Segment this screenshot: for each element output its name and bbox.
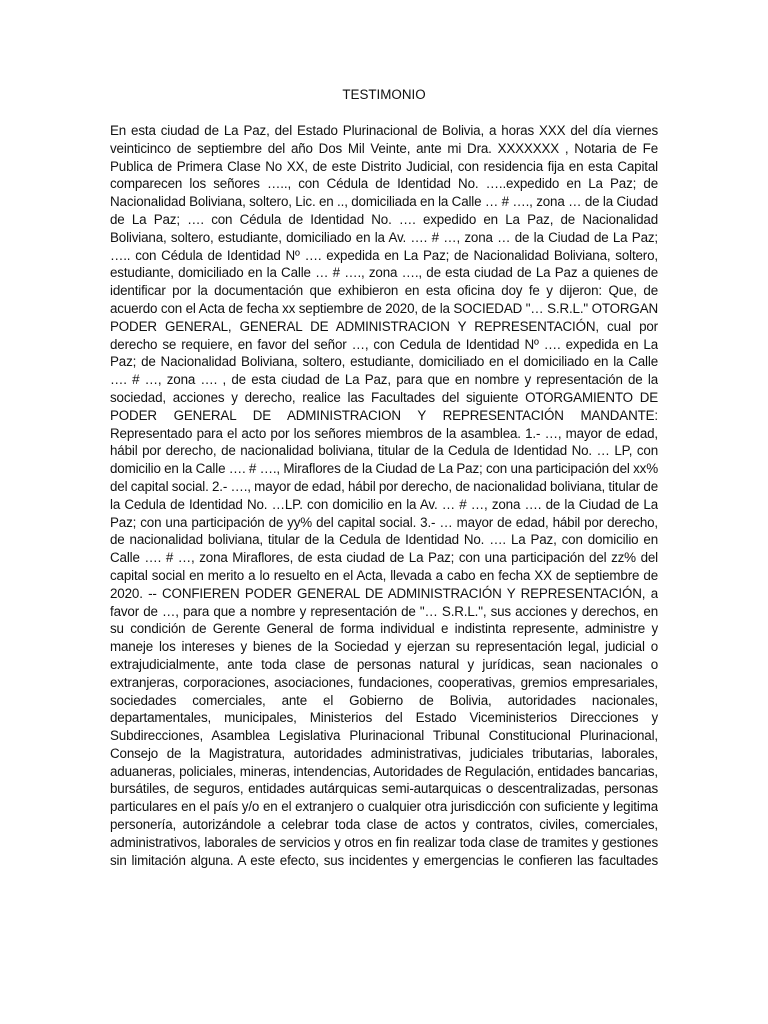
document-title: TESTIMONIO xyxy=(342,87,426,102)
document-page xyxy=(110,0,658,1024)
document-body: En esta ciudad de La Paz, del Estado Plurinacional de Bolivia, a horas XXX del día viernes veinticinco de septiembre del año Dos Mil Veinte, ante mi Dra. XXXXXXX , Notaria de Fe Publica de Primera Clase No XX, de este Distrito Judicial, con residencia fija en esta Capital comparecen los señores ….., con Cédula de Identidad No. …..expedido en La Paz; de Nacionalidad Boliviana, soltero, Lic. en .., domiciliada en la Calle … # …., zona … de la Ciudad de La Paz; …. con Cédula de Identidad No. …. expedido en La Paz, de Nacionalidad Boliviana, soltero, estudiante, domiciliado en la Av. …. # …, zona … de la Ciudad de La Paz; ….. con Cédula de Identidad Nº …. expedida en La Paz; de Nacionalidad Boliviana, soltero, estudiante, domiciliado en la Calle … # …., zona …., de esta ciudad de La Paz a quienes de identificar por la documentación que exhibieron en esta oficina doy fe y dijeron: Que, de acuerdo con el Acta de fecha xx septiembre de 2020, de la SOCIEDAD "… S.R.L." OTORGAN PODER GENERAL, GENERAL DE ADMINISTRACION Y REPRESENTACIÓN, cual por derecho se requiere, en favor del señor …, con Cedula de Identidad Nº …. expedida en La Paz; de Nacionalidad Boliviana, soltero, estudiante, domiciliado en el domiciliado en la Calle …. # …, zona …. , de esta ciudad de La Paz, para que en nombre y representación de la sociedad, acciones y derecho, realice las Facultades del siguiente OTORGAMIENTO DE PODER GENERAL DE ADMINISTRACION Y REPRESENTACIÓN MANDANTE: Representado para el acto por los señores miembros de la asamblea. 1.- …, mayor de edad, hábil por derecho, de nacionalidad boliviana, titular de la Cedula de Identidad No. … LP, con domicilio en la Calle …. # …., Miraflores de la Ciudad de La Paz; con una participación del xx% del capital social. 2.- …., mayor de edad, hábil por derecho, de nacionalidad boliviana, titular de la Cedula de Identidad No. …LP. con domicilio en la Av. … # …, zona …. de la Ciudad de La Paz; con una participación de yy% del capital social. 3.- … mayor de edad, hábil por derecho, de nacionalidad boliviana, titular de la Cedula de Identidad No. …. La Paz, con domicilio en Calle …. # …, zona Miraflores, de esta ciudad de La Paz; con una participación del zz% del capital social en merito a lo resuelto en el Acta, llevada a cabo en fecha XX de septiembre de 2020. -- CONFIEREN PODER GENERAL DE ADMINISTRACIÓN Y REPRESENTACIÓN, a favor de …, para que a nombre y representación de "… S.R.L.", sus acciones y derechos, en su condición de Gerente General de forma individual e indistinta represente, administre y maneje los intereses y bienes de la Sociedad y ejerzan su representación legal, judicial o extrajudicialmente, ante toda clase de personas natural y jurídicas, sean nacionales o extranjeras, corporaciones, asociaciones, fundaciones, cooperativas, gremios empresariales, sociedades comerciales, ante el Gobierno de Bolivia, autoridades nacionales, departamentales, municipales, Ministerios del Estado Viceministerios Direcciones y Subdirecciones, Asamblea Legislativa Plurinacional Tribunal Constitucional Plurinacional, Consejo de la Magistratura, autoridades administrativas, judiciales tributarias, laborales, aduaneras, policiales, mineras, intendencias, Autoridades de Regulación, entidades bancarias, bursátiles, de seguros, entidades autárquicas semi-autarquicas o descentralizadas, personas particulares en el país y/o en el extranjero o cualquier otra jurisdicción con suficiente y legitima personería, autorizándole a celebrar toda clase de actos y contratos, civiles, comerciales, administrativos, laborales de servicios y otros en fin realizar toda clase de tramites y gestiones sin limitación alguna. A este efecto, sus incidentes y emergencias le confieren las facultades xyxy=(110,123,658,868)
